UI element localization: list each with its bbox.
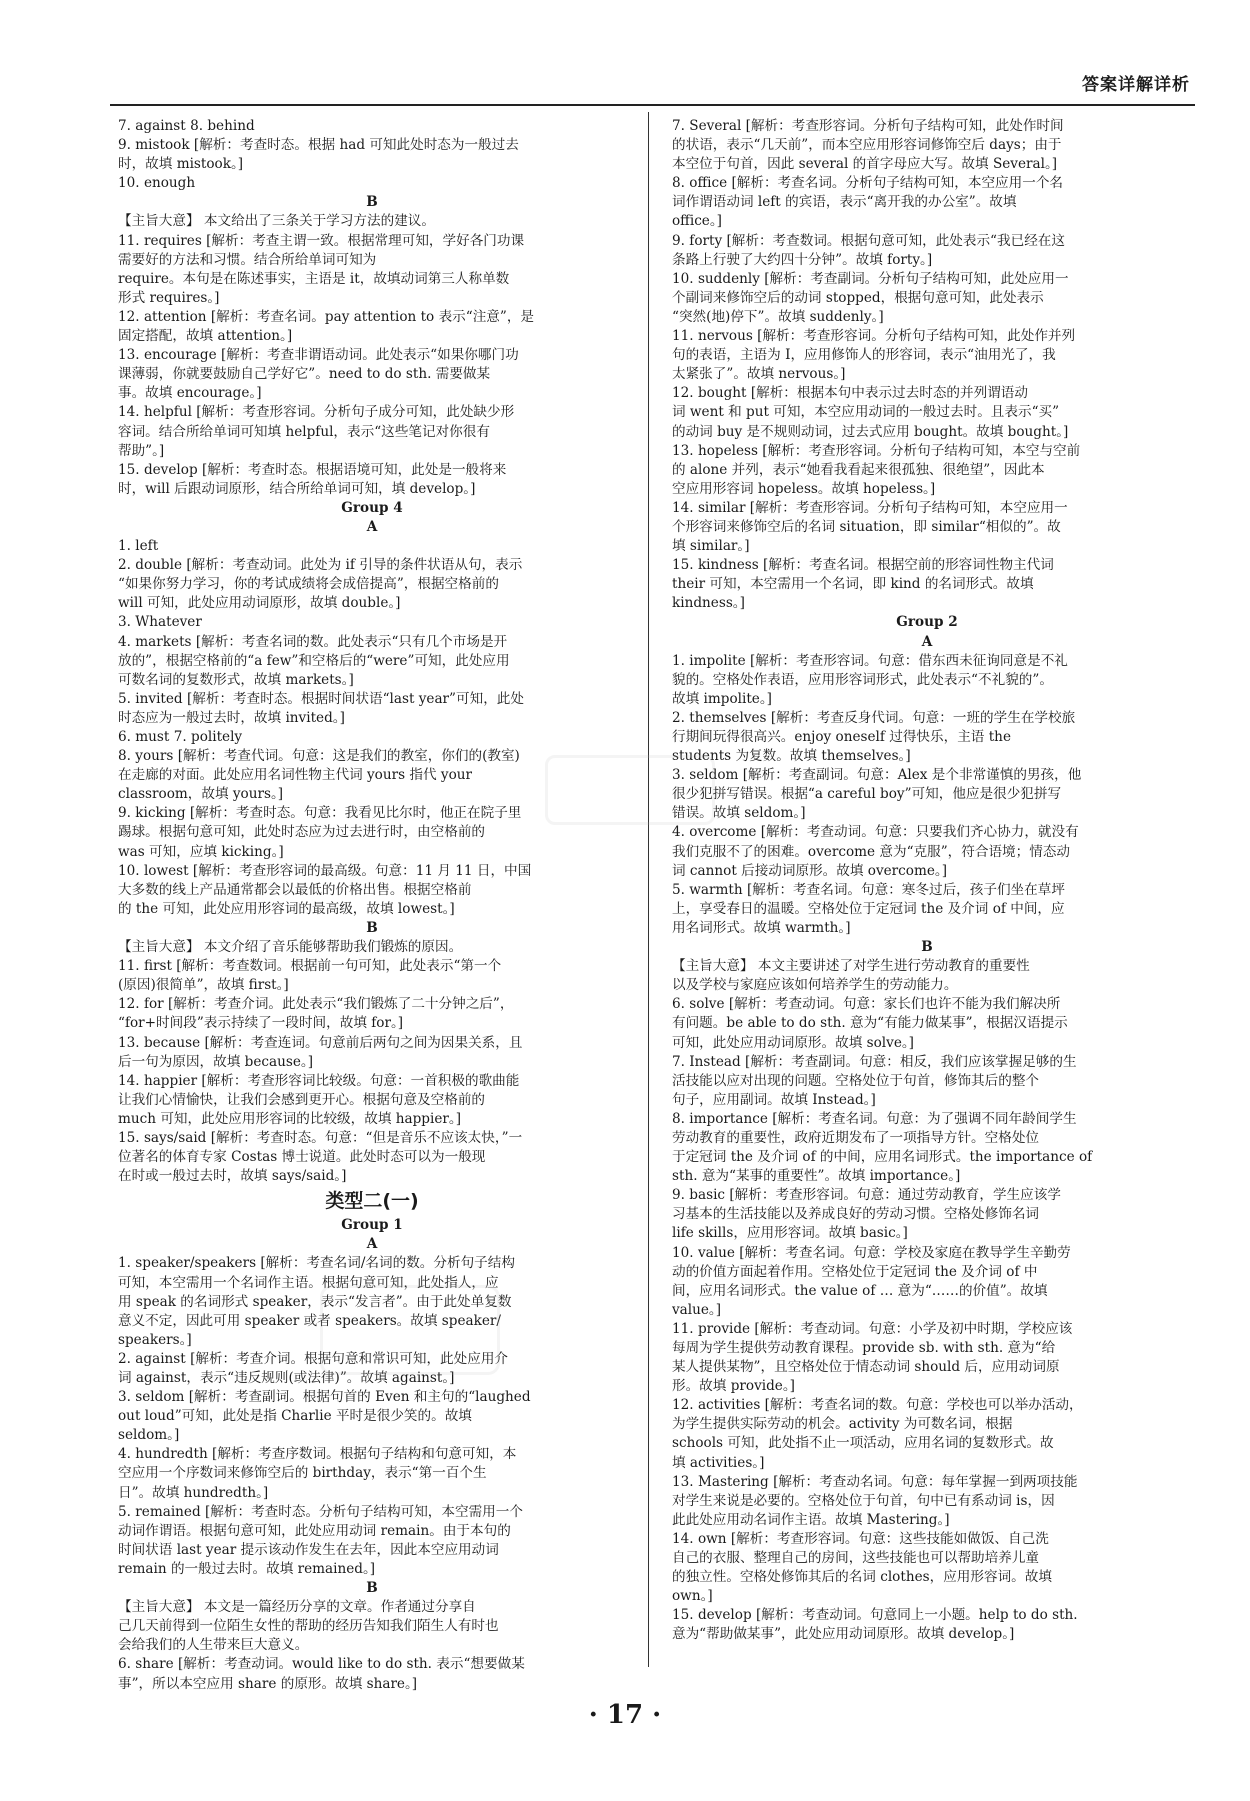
answer-line: 4. markets [解析：考查名词的数。此处表示“只有几个市场是开	[118, 633, 508, 650]
answer-line: 故填 impolite。]	[672, 690, 772, 707]
answer-line: 错误。故填 seldom。]	[672, 805, 806, 822]
answer-line: 形式 requires。]	[118, 289, 220, 306]
answer-line: 2. against [解析：考查介词。根据句意和常识可知，此处应用介	[118, 1350, 509, 1367]
answer-line: 形。故填 provide。]	[672, 1378, 795, 1395]
answer-line: 12. for [解析：考查介词。此处表示“我们锻炼了二十分钟之后”，	[118, 996, 514, 1013]
answer-line: 有问题。be able to do sth. 意为“有能力做某事”，根据汉语提示	[672, 1015, 1068, 1032]
answer-line: 词 against，表示“违反规则(或法律)”。故填 against。]	[118, 1370, 455, 1386]
answer-line: 10. suddenly [解析：考查副词。分析句子结构可知，此处应用一	[672, 270, 1069, 287]
answer-line: classroom，故填 yours。]	[118, 786, 284, 803]
answer-line: 让我们心情愉快，让我们会感到更开心。根据句意及空格前的	[118, 1091, 486, 1108]
answer-line: will 可知，此处应用动词原形，故填 double。]	[118, 595, 401, 612]
answer-line: 事。故填 encourage。]	[118, 385, 262, 402]
section-heading: B	[366, 919, 378, 936]
answer-line: 11. requires [解析：考查主谓一致。根据常理可知，学好各门功课	[118, 232, 525, 249]
answer-line: 本空位于句首，因此 several 的首字母应大写。故填 Several。]	[672, 156, 1058, 173]
answer-line: 意义不定，因此可用 speaker 或者 speakers。故填 speaker/	[118, 1312, 501, 1329]
answer-line: 9. mistook [解析：考查时态。根据 had 可知此处时态为一般过去	[118, 137, 519, 154]
answer-line: 自己的衣服、整理自己的房间，这些技能也可以帮助培养儿童	[672, 1550, 1040, 1567]
answer-line: 6. must 7. politely	[118, 729, 243, 745]
answer-line: 时，故填 mistook。]	[118, 156, 244, 173]
section-heading: B	[921, 939, 933, 956]
answer-line: 6. solve [解析：考查动词。句意：家长们也许不能为我们解决所	[672, 996, 1061, 1013]
answer-line: 14. happier [解析：考查形容词比较级。句意：一首积极的歌曲能	[118, 1072, 520, 1089]
answer-line: 4. overcome [解析：考查动词。句意：只要我们齐心协力，就没有	[672, 824, 1079, 841]
answer-line: 固定搭配，故填 attention。]	[118, 328, 293, 345]
answer-line: 3. seldom [解析：考查副词。句意：Alex 是个非常谨慎的男孩，他	[672, 767, 1082, 784]
answer-line: 填 similar。]	[672, 538, 750, 555]
answer-line: require。本句是在陈述事实，主语是 it，故填动词第三人称单数	[118, 270, 510, 287]
answer-line: 日”。故填 hundredth。]	[118, 1484, 269, 1501]
answer-line: 1. left	[118, 538, 159, 555]
answer-line: 【主旨大意】 本文介绍了音乐能够帮助我们锻炼的原因。	[118, 939, 463, 956]
answer-line: 条路上行驶了大约四十分钟”。故填 forty。]	[672, 251, 933, 268]
answer-line: 的动词 buy 是不规则动词，过去式应用 bought。故填 bought。]	[672, 423, 1069, 440]
answer-line: speakers。]	[118, 1331, 192, 1348]
answer-line: (原因)很简单”，故填 first。]	[118, 977, 289, 994]
answer-line: 空应用一个序数词来修饰空后的 birthday，表示“第一百个生	[118, 1465, 487, 1482]
section-heading: Group 1	[341, 1217, 403, 1234]
answer-line: 7. Instead [解析：考查副词。句意：相反，我们应该掌握足够的生	[672, 1053, 1077, 1070]
answer-line: 11. provide [解析：考查动词。句意：小学及初中时期，学校应该	[672, 1320, 1073, 1337]
answer-line: 位著名的体育专家 Costas 博士说道。此处时态可以为一般现	[118, 1149, 486, 1166]
answer-line: 可知，此处应用动词原形。故填 solve。]	[672, 1034, 914, 1051]
answer-line: 13. Mastering [解析：考查动名词。句意：每年掌握一到两项技能	[672, 1473, 1078, 1490]
answer-line: 词 went 和 put 可知，本空应用动词的一般过去时。且表示“买”	[672, 404, 1060, 421]
answer-line: 【主旨大意】 本文是一篇经历分享的文章。作者通过分享自	[118, 1599, 476, 1616]
section-heading: Group 4	[341, 499, 403, 516]
answer-line: 12. activities [解析：考查名词的数。句意：学校也可以举办活动，	[672, 1397, 1083, 1414]
section-heading: B	[366, 194, 378, 211]
answer-line: 8. importance [解析：考查名词。句意：为了强调不同年龄间学生	[672, 1110, 1077, 1127]
answer-line: 己几天前得到一位陌生女性的帮助的经历告知我们陌生人有时也	[118, 1618, 499, 1635]
answer-line: 15. says/said [解析：考查时态。句意：“但是音乐不应该太快，”一	[118, 1129, 523, 1146]
answer-line: 11. first [解析：考查数词。根据前一句可知，此处表示“第一个	[118, 958, 502, 975]
answer-line: 可知，本空需用一个名词作主语。根据句意可知，此处指人，应	[118, 1274, 499, 1291]
answer-line: 每周为学生提供劳动教育课程。provide sb. with sth. 意为“给	[672, 1340, 1056, 1356]
answer-line: 13. encourage [解析：考查非谓语动词。此处表示“如果你哪门功	[118, 347, 519, 364]
answer-line: 很少犯拼写错误。根据“a careful boy”可知，他应是很少犯拼写	[672, 786, 1062, 803]
answer-line: 8. yours [解析：考查代词。句意：这是我们的教室，你们的(教室)	[118, 748, 520, 765]
answer-line: 4. hundredth [解析：考查序数词。根据句子结构和句意可知，本	[118, 1446, 517, 1463]
watermark-stamp	[545, 755, 715, 825]
answer-line: office。]	[672, 213, 722, 230]
answer-line: 行期间玩得很高兴。enjoy oneself 过得快乐，主语 the	[672, 729, 1011, 745]
answer-line: “如果你努力学习，你的考试成绩将会成倍提高”，根据空格前的	[118, 576, 499, 593]
answer-line: 用名词形式。故填 warmth。]	[672, 919, 851, 936]
answer-line: 【主旨大意】 本文给出了三条关于学习方法的建议。	[118, 213, 435, 230]
column-divider	[648, 112, 649, 1667]
answer-line: own。]	[672, 1588, 713, 1605]
section-heading: A	[366, 518, 378, 535]
answer-line: 5. remained [解析：考查时态。分析句子结构可知，本空需用一个	[118, 1503, 523, 1520]
answer-line: 以及学校与家庭应该如何培养学生的劳动能力。	[672, 977, 958, 994]
answer-line: 于定冠词 the 及介词 of 的中间，应用名词形式。the importance of	[672, 1149, 1093, 1166]
answer-line: 课薄弱，你就要鼓励自己学好它”。need to do sth. 需要做某	[118, 366, 491, 383]
answer-line: 劳动教育的重要性，政府近期发布了一项指导方针。空格处位	[672, 1129, 1040, 1146]
answer-line: 15. develop [解析：考查时态。根据语境可知，此处是一般将来	[118, 461, 507, 478]
answer-line: much 可知，此处应用形容词的比较级，故填 happier。]	[118, 1110, 461, 1127]
answer-line: 10. value [解析：考查名词。句意：学校及家庭在教导学生辛勤劳	[672, 1244, 1071, 1261]
answer-line: 词 cannot 后接动词原形。故填 overcome。]	[672, 862, 948, 879]
answer-line: 1. impolite [解析：考查形容词。句意：借东西未征询同意是不礼	[672, 652, 1068, 669]
answer-line: was 可知，应填 kicking。]	[118, 843, 284, 860]
answer-line: 习基本的生活技能以及养成良好的劳动习惯。空格处修饰名词	[672, 1206, 1040, 1223]
answer-line: sth. 意为“某事的重要性”。故填 importance。]	[672, 1168, 961, 1185]
answer-line: 13. hopeless [解析：考查形容词。分析句子结构可知，本空与空前	[672, 442, 1081, 459]
answer-line: students 为复数。故填 themselves。]	[672, 748, 911, 765]
answer-line: 在时或一般过去时，故填 says/said。]	[118, 1168, 347, 1185]
section-heading: Group 2	[896, 614, 958, 631]
answer-line: 后一句为原因，故填 because。]	[118, 1053, 314, 1070]
answer-line: 9. kicking [解析：考查时态。句意：我看见比尔时，他正在院子里	[118, 805, 522, 822]
answer-line: 个形容词来修饰空后的名词 situation，即 similar“相似的”。故	[672, 518, 1061, 535]
answer-line: 7. against 8. behind	[118, 118, 255, 134]
answer-line: 6. share [解析：考查动词。would like to do sth. 表示“想要做某	[118, 1656, 525, 1673]
answer-line: out loud”可知，此处是指 Charlie 平时是很少笑的。故填	[118, 1408, 472, 1425]
answer-line: 活技能以应对出现的问题。空格处位于句首，修饰其后的整个	[672, 1072, 1040, 1089]
answer-line: 句的表语，主语为 I，应用修饰人的形容词，表示“油用光了，我	[672, 347, 1056, 364]
answer-line: 填 activities。]	[672, 1454, 765, 1471]
section-heading: A	[366, 1236, 378, 1253]
answer-line: value。]	[672, 1301, 722, 1318]
watermark-stamp	[320, 1285, 500, 1375]
answer-line: 14. similar [解析：考查形容词。分析句子结构可知，本空应用一	[672, 499, 1068, 516]
answer-line: 放的”，根据空格前的“a few”和空格后的“were”可知，此处应用	[118, 652, 510, 669]
answer-line: 7. Several [解析：考查形容词。分析句子结构可知，此处作时间	[672, 118, 1064, 134]
answer-line: 对学生来说是必要的。空格处位于句首，句中已有系动词 is，因	[672, 1492, 1055, 1509]
answer-line: 为学生提供实际劳动的机会。activity 为可数名词，根据	[672, 1416, 1013, 1433]
answer-line: 15. kindness [解析：考查名词。根据空前的形容词性物主代词	[672, 557, 1054, 574]
answer-line: 1. speaker/speakers [解析：考查名词/名词的数。分析句子结构	[118, 1255, 515, 1272]
answer-line: 5. invited [解析：考查时态。根据时间状语“last year”可知，此处	[118, 690, 524, 707]
answer-line: 个副词来修饰空后的动词 stopped，根据句意可知，此处表示	[672, 289, 1044, 306]
answer-line: 会给我们的人生带来巨大意义。	[118, 1637, 309, 1654]
answer-line: life skills，应用形容词。故填 basic。]	[672, 1225, 908, 1242]
page-header-title: 答案详解详析	[1082, 75, 1190, 95]
answer-line: 事”，所以本空应用 share 的原形。故填 share。]	[118, 1675, 418, 1692]
answer-line: remain 的一般过去时。故填 remained。]	[118, 1560, 376, 1577]
answer-line: 动的价值方面起着作用。空格处位于定冠词 the 及介词 of 中	[672, 1263, 1038, 1280]
answer-line: 3. Whatever	[118, 614, 202, 631]
answer-line: 在走廊的对面。此处应用名词性物主代词 yours 指代 your	[118, 767, 473, 784]
answer-line: 貌的。空格处作表语，应用形容词形式，此处表示“不礼貌的”。	[672, 671, 1053, 688]
right-column	[672, 117, 1182, 1645]
answer-line: “for+时间段”表示持续了一段时间，故填 for。]	[118, 1015, 404, 1032]
answer-line: 可数名词的复数形式，故填 markets。]	[118, 671, 354, 688]
answer-line: 9. basic [解析：考查形容词。句意：通过劳动教育，学生应该学	[672, 1187, 1061, 1204]
answer-line: 时，will 后跟动词原形，结合所给单词可知，填 develop。]	[118, 480, 476, 497]
answer-line: 太紧张了”。故填 nervous。]	[672, 366, 846, 383]
section-heading: A	[921, 633, 933, 650]
answer-line: 此此处应用动名词作主语。故填 Mastering。]	[672, 1511, 950, 1528]
answer-line: 5. warmth [解析：考查名词。句意：寒冬过后，孩子们坐在草坪	[672, 881, 1065, 898]
answer-line: “突然(地)停下”。故填 suddenly。]	[672, 308, 884, 325]
answer-line: 12. bought [解析：根据本句中表示过去时态的并列谓语动	[672, 385, 1028, 402]
answer-line: 的状语，表示“几天前”，而本空应用形容词修饰空后 days；由于	[672, 137, 1062, 154]
answer-line: 空应用形容词 hopeless。故填 hopeless。]	[672, 480, 936, 497]
answer-line: 需要好的方法和习惯。结合所给单词可知为	[118, 251, 377, 268]
answer-line: 11. nervous [解析：考查形容词。分析句子结构可知，此处作并列	[672, 328, 1076, 345]
answer-line: 大多数的线上产品通常都会以最低的价格出售。根据空格前	[118, 881, 472, 898]
answer-line: 12. attention [解析：考查名词。pay attention to 表示“注意”，是	[118, 308, 535, 325]
answer-line: 2. themselves [解析：考查反身代词。句意：一班的学生在学校旅	[672, 709, 1076, 726]
answer-line: 上，享受春日的温暖。空格处位于定冠词 the 及介词 of 中间，应	[672, 900, 1065, 917]
answer-line: 动词作谓语。根据句意可知，此处应用动词 remain。由于本句的	[118, 1522, 511, 1539]
answer-line: 9. forty [解析：考查数词。根据句意可知，此处表示“我已经在这	[672, 232, 1065, 249]
answer-line: 某人提供某物”，且空格处位于情态动词 should 后，应用动词原	[672, 1359, 1060, 1376]
answer-line: 的 the 可知，此处应用形容词的最高级，故填 lowest。]	[118, 900, 455, 917]
answer-line: 间，应用名词形式。the value of … 意为“……的价值”。故填	[672, 1282, 1048, 1299]
answer-line: 词作谓语动词 left 的宾语，表示“离开我的办公室”。故填	[672, 194, 1017, 211]
answer-line: seldom。]	[118, 1427, 180, 1444]
answer-line: schools 可知，此处指不止一项活动，应用名词的复数形式。故	[672, 1435, 1054, 1452]
answer-line: 2. double [解析：考查动词。此处为 if 引导的条件状语从句，表示	[118, 557, 523, 574]
section-title: 类型二(一)	[325, 1190, 419, 1213]
answer-line: 帮助”。]	[118, 442, 165, 459]
answer-line: 我们克服不了的困难。overcome 意为“克服”，符合语境；情态动	[672, 843, 1071, 860]
left-column	[118, 117, 626, 1694]
answer-line: 的独立性。空格处修饰其后的名词 clothes，应用形容词。故填	[672, 1569, 1052, 1586]
answer-line: their 可知，本空需用一个名词，即 kind 的名词形式。故填	[672, 576, 1034, 593]
answer-line: 14. own [解析：考查形容词。句意：这些技能如做饭、自己洗	[672, 1530, 1049, 1547]
answer-line: 14. helpful [解析：考查形容词。分析句子成分可知，此处缺少形	[118, 404, 515, 421]
answer-line: 意为“帮助做某事”，此处应用动词原形。故填 develop。]	[672, 1626, 1015, 1643]
answer-line: 容词。结合所给单词可知填 helpful，表示“这些笔记对你很有	[118, 423, 490, 440]
answer-line: 的 alone 并列，表示“她看我看起来很孤独、很绝望”，因此本	[672, 461, 1045, 478]
answer-line: 10. enough	[118, 175, 196, 192]
answer-line: 10. lowest [解析：考查形容词的最高级。句意：11 月 11 日，中国	[118, 862, 532, 879]
header-rule	[110, 104, 1195, 106]
section-heading: B	[366, 1580, 378, 1597]
answer-line: 8. office [解析：考查名词。分析句子结构可知，本空应用一个名	[672, 175, 1064, 192]
answer-line: 15. develop [解析：考查动词。句意同上一小题。help to do sth.	[672, 1607, 1078, 1624]
answer-line: 3. seldom [解析：考查副词。根据句首的 Even 和主句的“laughed	[118, 1389, 531, 1406]
answer-line: 13. because [解析：考查连词。句意前后两句之间为因果关系，且	[118, 1034, 523, 1051]
page-number: · 17 ·	[588, 1700, 662, 1730]
answer-line: 时态应为一般过去时，故填 invited。]	[118, 709, 345, 726]
answer-line: 踢球。根据句意可知，此处时态应为过去进行时，由空格前的	[118, 824, 486, 841]
answer-line: 【主旨大意】 本文主要讲述了对学生进行劳动教育的重要性	[672, 958, 1030, 975]
answer-line: 句子，应用副词。故填 Instead。]	[672, 1091, 876, 1108]
answer-line: 时间状语 last year 提示该动作发生在去年，因此本空应用动词	[118, 1541, 499, 1558]
answer-line: kindness。]	[672, 595, 745, 612]
answer-line: 用 speak 的名词形式 speaker，表示“发言者”。由于此处单复数	[118, 1293, 512, 1310]
